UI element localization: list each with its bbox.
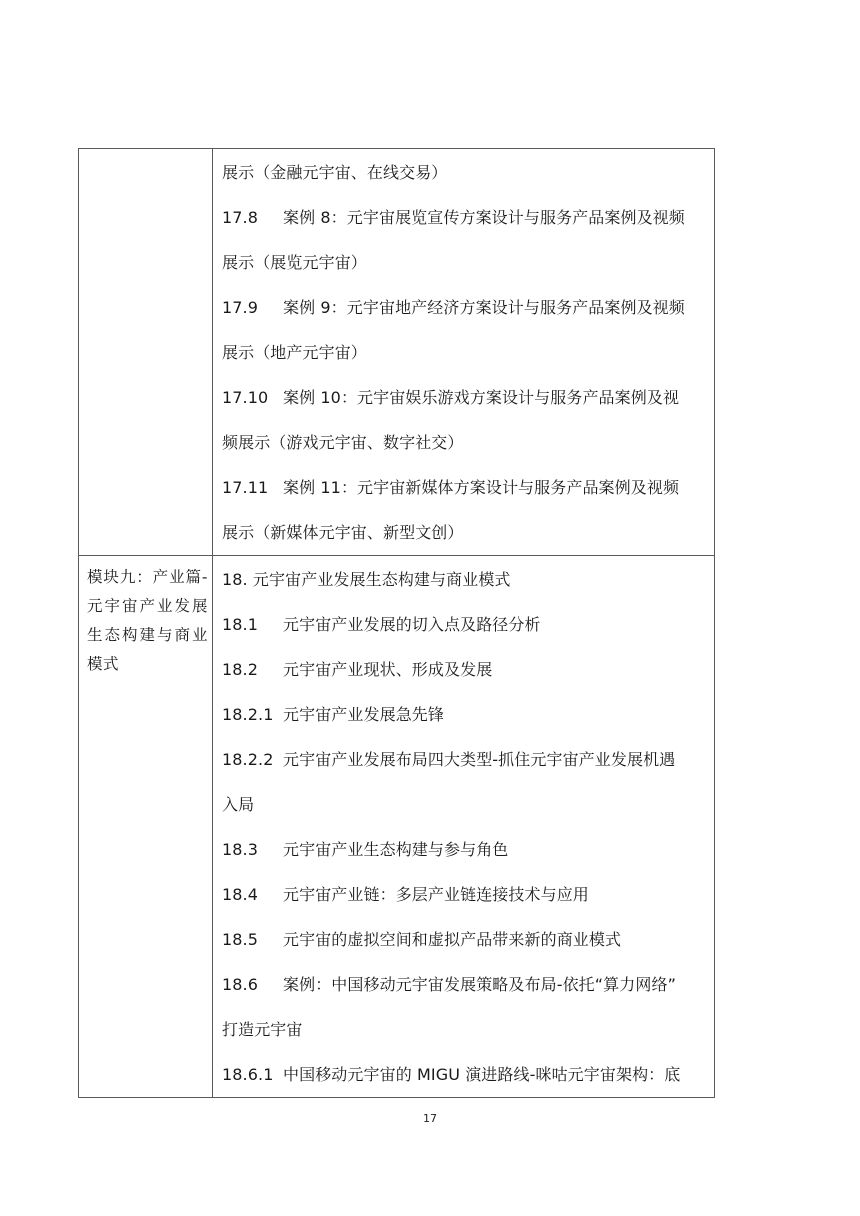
section-text: 展示（金融元宇宙、在线交易） xyxy=(222,163,448,182)
section-number: 18.6.1 xyxy=(222,1065,274,1084)
outline-line xyxy=(222,1007,710,1052)
table-row xyxy=(79,149,715,556)
outline-lines xyxy=(213,149,714,555)
section-number: 17.9 xyxy=(222,298,259,317)
outline-line xyxy=(222,465,710,510)
section-text: 案例 9：元宇宙地产经济方案设计与服务产品案例及视频 xyxy=(283,298,685,317)
outline-line xyxy=(222,962,710,1007)
outline-line xyxy=(222,420,710,465)
section-text: 元宇宙产业现状、形成及发展 xyxy=(283,660,493,679)
section-text: 展示（地产元宇宙） xyxy=(222,343,367,362)
outline-line xyxy=(222,692,710,737)
outline-line xyxy=(222,872,710,917)
outline-line xyxy=(222,557,710,602)
module-label xyxy=(79,149,212,156)
section-text: 中国移动元宇宙的 MIGU 演进路线-咪咕元宇宙架构：底 xyxy=(283,1065,681,1084)
table-row xyxy=(79,556,715,1098)
outline-line xyxy=(222,375,710,420)
outline-line xyxy=(222,782,710,827)
section-number: 18.1 xyxy=(222,615,259,634)
section-text: 案例 11：元宇宙新媒体方案设计与服务产品案例及视频 xyxy=(283,478,680,497)
section-text: 元宇宙产业发展的切入点及路径分析 xyxy=(283,615,541,634)
outline-line xyxy=(222,827,710,872)
outline-line xyxy=(222,737,710,782)
section-text: 元宇宙产业链：多层产业链连接技术与应用 xyxy=(283,885,589,904)
outline-line xyxy=(222,510,710,555)
section-number: 17.11 xyxy=(222,478,269,497)
section-text: 打造元宇宙 xyxy=(222,1020,303,1039)
page-number: 17 xyxy=(423,1112,437,1125)
outline-line xyxy=(222,240,710,285)
outline-line xyxy=(222,917,710,962)
outline-line xyxy=(222,330,710,375)
outline-lines xyxy=(213,556,714,1097)
section-number: 18.2 xyxy=(222,660,259,679)
section-text: 元宇宙产业生态构建与参与角色 xyxy=(283,840,509,859)
section-number: 18.3 xyxy=(222,840,259,859)
content-table xyxy=(78,148,715,1098)
outline-line xyxy=(222,602,710,647)
content-cell xyxy=(213,149,715,556)
section-text: 元宇宙的虚拟空间和虚拟产品带来新的商业模式 xyxy=(283,930,622,949)
section-text: 频展示（游戏元宇宙、数字社交） xyxy=(222,433,464,452)
section-text: 案例：中国移动元宇宙发展策略及布局-依托“算力网络” xyxy=(283,975,676,994)
section-number: 18.2.2 xyxy=(222,750,274,769)
section-text: 展示（展览元宇宙） xyxy=(222,253,367,272)
section-number: 18.4 xyxy=(222,885,259,904)
outline-line xyxy=(222,647,710,692)
section-text: 案例 8：元宇宙展览宣传方案设计与服务产品案例及视频 xyxy=(283,208,685,227)
outline-line xyxy=(222,150,710,195)
section-text: 元宇宙产业发展急先锋 xyxy=(283,705,445,724)
module-label: 模块九：产业篇-元宇宙产业发展生态构建与商业模式 xyxy=(87,568,208,673)
outline-line xyxy=(222,1052,710,1097)
module-cell xyxy=(79,556,213,1098)
section-text: 案例 10：元宇宙娱乐游戏方案设计与服务产品案例及视 xyxy=(283,388,680,407)
outline-line xyxy=(222,285,710,330)
section-text: 元宇宙产业发展布局四大类型-抓住元宇宙产业发展机遇 xyxy=(283,750,676,769)
section-number: 17.10 xyxy=(222,388,269,407)
module-cell xyxy=(79,149,213,556)
content-cell xyxy=(213,556,715,1098)
outline-line xyxy=(222,195,710,240)
section-number: 18.5 xyxy=(222,930,259,949)
section-text: 入局 xyxy=(222,795,255,814)
section-text: 18. 元宇宙产业发展生态构建与商业模式 xyxy=(222,570,511,589)
section-number: 17.8 xyxy=(222,208,259,227)
section-number: 18.2.1 xyxy=(222,705,274,724)
section-text: 展示（新媒体元宇宙、新型文创） xyxy=(222,523,464,542)
section-number: 18.6 xyxy=(222,975,259,994)
